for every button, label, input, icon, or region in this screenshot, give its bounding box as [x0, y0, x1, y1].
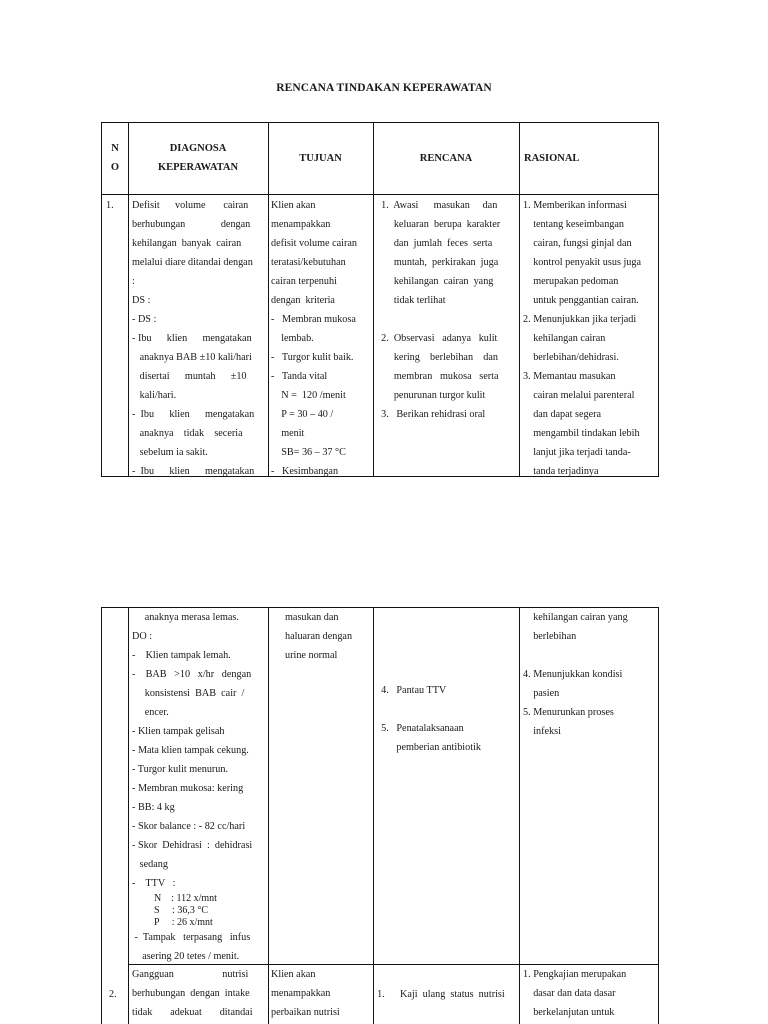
- row-1-tujuan-cont: masukan dan haluaran dengan urine normal: [285, 612, 353, 661]
- row-2-rasional: 1. Pengkajian merupakan dasar dan data dasar berkelanjutan untuk: [523, 969, 627, 1018]
- row-1-diagnosa: Defisit volume cairan berhubungan dengan kehilangan banyak cairan melalui diare ditandai dengan : DS : - DS : - Ibu klien mengatakan anaknya BAB ±10 kali/hari disertai muntah ±10 kali/hari. - Ibu klien mengatakan anaknya tidak seceria sebelum ia sakit. - Ibu klien mengatakan: [132, 200, 255, 477]
- row-1-no: 1.: [106, 200, 114, 211]
- row-1-diagnosa-cont: anaknya merasa lemas. DO : - Klien tampak lemah. - BAB >10 x/hr dengan konsistensi BAB cair / encer. - Klien tampak gelisah - Mata klien tampak cekung. - Turgor kulit menurun. - Membran mukosa: kering - BB: 4 kg - Skor balance : - 82 cc/hari - Skor Dehidrasi : dehidrasi sedang - TTV :: [132, 612, 253, 889]
- row-2-no: 2.: [109, 989, 117, 1000]
- header-tujuan: TUJUAN: [299, 153, 342, 164]
- header-no: N O: [110, 143, 120, 173]
- row-1-rasional: 1. Memberikan informasi tentang keseimbangan cairan, fungsi ginjal dan kontrol penyakit usus juga merupakan pedoman untuk penggantian cairan. 2. Menunjukkan jika terjadi kehilangan cairan berlebihan/dehidrasi. 3. Memantau masukan cairan melalui parenteral dan dapat segera mengambil tindakan lebih lanjut jika terjadi tanda- tanda terjadinya: [523, 200, 641, 477]
- row-1-rencana: 1. Awasi masukan dan keluaran berupa karakter dan jumlah feces serta muntah, perkirakan juga kehilangan cairan yang tidak terlihat 2. Observasi adanya kulit kering berlebihan dan membran mukosa serta penurunan turgor kulit 3. Berikan rehidrasi oral: [381, 200, 501, 420]
- header-diagnosa: DIAGNOSA KEPERAWATAN: [157, 143, 239, 173]
- ttv-values: N : 112 x/mnt S : 36,3 °C P : 26 x/mnt: [154, 893, 217, 928]
- table-page-2: [101, 607, 659, 1024]
- header-rasional: RASIONAL: [524, 153, 580, 164]
- row-1-tujuan: Klien akan menampakkan defisit volume cairan teratasi/kebutuhan cairan terpenuhi dengan kriteria - Membran mukosa lembab. - Turgor kulit baik. - Tanda vital N = 120 /menit P = 30 – 40 / menit SB= 36 – 37 °C - Kesimbangan: [271, 200, 357, 477]
- row-2-diagnosa: Gangguan nutrisi berhubungan dengan intake tidak adekuat ditandai: [132, 969, 253, 1018]
- table-page-1: [101, 122, 659, 477]
- row-1-diagnosa-infus: - Tampak terpasang infus asering 20 tetes / menit.: [134, 932, 251, 962]
- row-2-tujuan: Klien akan menampakkan perbaikan nutrisi: [271, 969, 340, 1018]
- document-title: RENCANA TINDAKAN KEPERAWATAN: [276, 82, 492, 94]
- row-2-rencana: 1. Kaji ulang status nutrisi: [372, 989, 505, 1000]
- row-1-rencana-cont: 4. Pantau TTV 5. Penatalaksanaan pemberian antibiotik: [381, 685, 481, 753]
- header-rencana: RENCANA: [419, 153, 473, 164]
- row-1-rasional-cont: kehilangan cairan yang berlebihan 4. Menunjukkan kondisi pasien 5. Menurunkan proses infeksi: [523, 612, 628, 737]
